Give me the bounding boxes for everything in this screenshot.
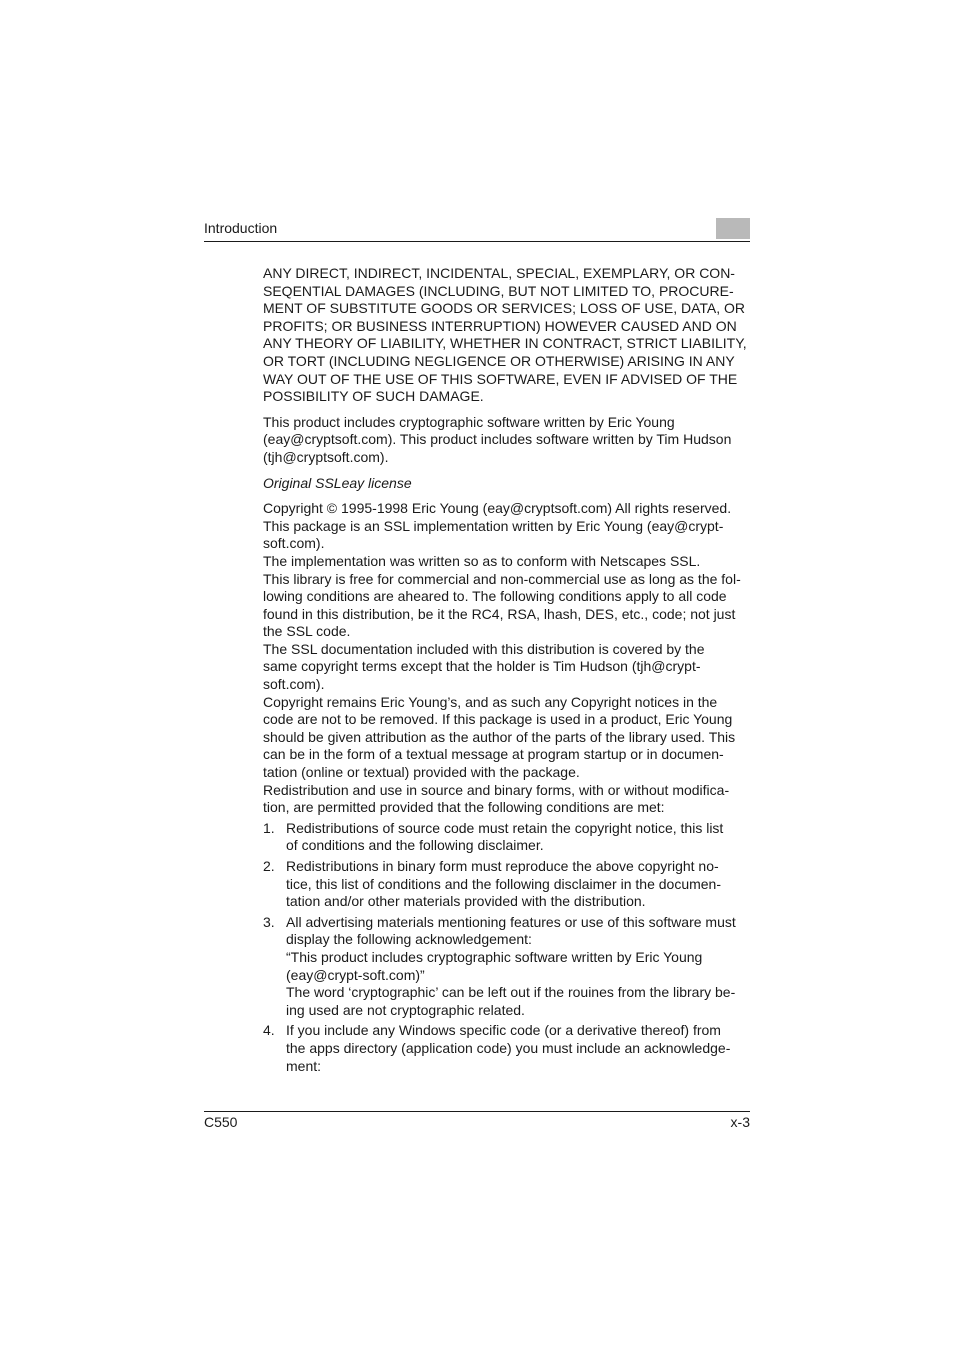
text-line: display the following acknowledgement: (286, 931, 532, 948)
text-line: “This product includes cryptographic software written by Eric Young (286, 948, 703, 965)
footer-model: C550 (204, 1114, 238, 1130)
list-item-text (286, 820, 753, 855)
list-number: 2. (263, 858, 275, 874)
text-line: This product includes cryptographic software written by Eric Young (263, 413, 675, 430)
text-line: Redistributions in binary form must reproduce the above copyright no- (286, 858, 719, 874)
conditions-list (263, 820, 753, 1075)
text-line: (tjh@cryptsoft.com). (263, 448, 389, 465)
list-number: 3. (263, 913, 275, 930)
text-line: tation and/or other materials provided with the distribution. (286, 893, 646, 910)
text-line: POSSIBILITY OF SUCH DAMAGE. (263, 388, 484, 405)
list-item (263, 858, 753, 911)
text-line: should be given attribution as the author of the parts of the library used. This (263, 728, 736, 745)
chapter-tab-marker (716, 218, 750, 239)
text-line: soft.com). (263, 676, 325, 693)
text-line: same copyright terms except that the holder is Tim Hudson (tjh@crypt- (263, 658, 701, 675)
text-line: This package is an SSL implementation written by Eric Young (eay@crypt- (263, 517, 724, 534)
license-heading (263, 475, 753, 493)
text-line: Copyright remains Eric Young’s, and as such any Copyright notices in the (263, 693, 718, 710)
list-item-text (286, 1022, 753, 1075)
text-line: Copyright © 1995-1998 Eric Young (eay@cryptsoft.com) All rights reserved. (263, 500, 732, 517)
list-item-text (286, 914, 753, 1020)
list-item (263, 1022, 753, 1075)
product-credits-paragraph (263, 414, 753, 467)
disclaimer-paragraph (263, 265, 753, 406)
text-line: SEQENTIAL DAMAGES (INCLUDING, BUT NOT LIMITED TO, PROCURE- (263, 282, 734, 299)
text-line: tice, this list of conditions and the following disclaimer in the documen- (286, 875, 721, 892)
header-divider (204, 241, 750, 242)
text-line: tation (online or textual) provided with the package. (263, 764, 580, 781)
section-title: Introduction (204, 220, 278, 236)
text-line: lowing conditions are aheared to. The following conditions apply to all code (263, 588, 727, 605)
text-line: This library is free for commercial and non-commercial use as long as the fol- (263, 570, 741, 587)
footer-page-number: x-3 (730, 1114, 750, 1130)
text-line: WAY OUT OF THE USE OF THIS SOFTWARE, EVEN IF ADVISED OF THE (263, 370, 738, 387)
license-paragraph (263, 500, 753, 817)
text-line: MENT OF SUBSTITUTE GOODS OR SERVICES; LOSS OF USE, DATA, OR (263, 300, 746, 317)
text-line: PROFITS; OR BUSINESS INTERRUPTION) HOWEVER CAUSED AND ON (263, 317, 737, 334)
list-item-text (286, 858, 753, 911)
text-line: can be in the form of a textual message at program startup or in documen- (263, 746, 724, 763)
text-line: The implementation was written so as to conform with Netscapes SSL. (263, 552, 701, 569)
list-number: 4. (263, 1022, 275, 1039)
text-line: the apps directory (application code) you must include an acknowledge- (286, 1039, 731, 1056)
text-line: of conditions and the following disclaimer. (286, 837, 544, 854)
text-line: the SSL code. (263, 623, 351, 640)
text-line: tion, are permitted provided that the following conditions are met: (263, 799, 665, 816)
text-line: Redistribution and use in source and binary forms, with or without modifica- (263, 781, 730, 798)
list-item (263, 914, 753, 1020)
text-line: ing used are not cryptographic related. (286, 1001, 525, 1018)
page-body (263, 265, 753, 1078)
text-line: The SSL documentation included with this distribution is covered by the (263, 640, 705, 657)
text-line: soft.com). (263, 535, 325, 552)
text-line: (eay@cryptsoft.com). This product includes software written by Tim Hudson (263, 431, 732, 448)
text-line: ment: (286, 1057, 322, 1074)
list-number: 1. (263, 819, 275, 836)
text-line: The word ‘cryptographic’ can be left out if the rouines from the library be- (286, 984, 736, 1001)
text-line: ANY THEORY OF LIABILITY, WHETHER IN CONTRACT, STRICT LIABILITY, (263, 335, 747, 352)
text-line: OR TORT (INCLUDING NEGLIGENCE OR OTHERWISE) ARISING IN ANY (263, 352, 735, 369)
text-line: (eay@crypt-soft.com)” (286, 966, 425, 983)
list-item (263, 820, 753, 855)
text-line: If you include any Windows specific code (or a derivative thereof) from (286, 1022, 721, 1039)
text-line: All advertising materials mentioning features or use of this software must (286, 913, 736, 930)
text-line: Redistributions of source code must retain the copyright notice, this list (286, 819, 724, 836)
text-line: code are not to be removed. If this package is used in a product, Eric Young (263, 711, 733, 728)
text-line: ANY DIRECT, INDIRECT, INCIDENTAL, SPECIAL, EXEMPLARY, OR CON- (263, 265, 735, 281)
text-line: found in this distribution, be it the RC4, RSA, lhash, DES, etc., code; not just (263, 605, 736, 622)
footer-divider (204, 1111, 750, 1112)
text-line: Original SSLeay license (263, 474, 412, 491)
